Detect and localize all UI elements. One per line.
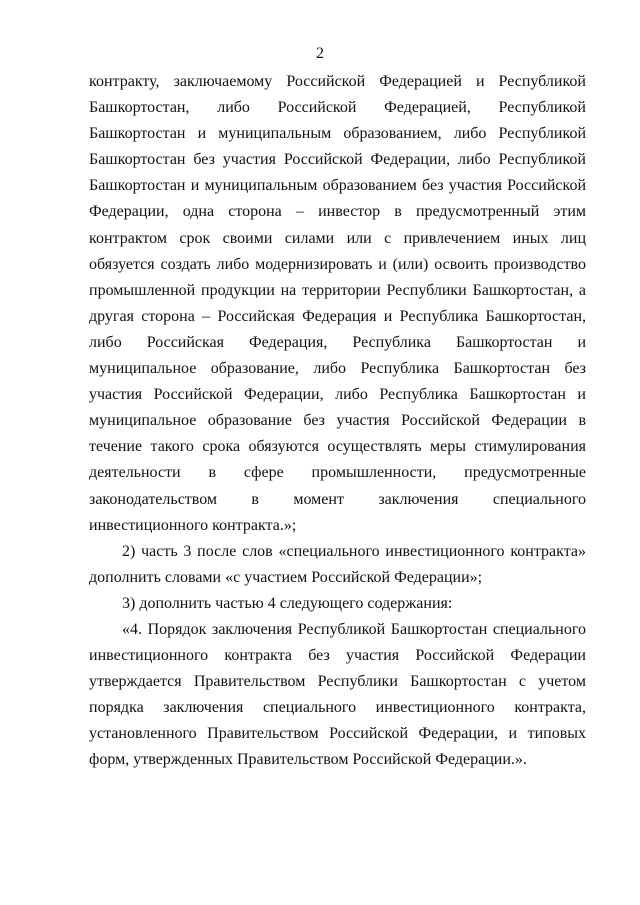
paragraph-amendment-part-4-intro: 3) дополнить частью 4 следующего содержания: [122, 594, 453, 612]
paragraph-part-4-text: «4. Порядок заключения Республикой Башкортостан специального инвестиционного контракта без участия Российской Федерации утверждается Правительством Республики Башкортостан с учетом порядка заключения специального инвестиционного контракта, установленного Правительством Российской Федерации, и типовых форм, утвержденных Правительством Российской Федерации.». [89, 620, 586, 769]
document-body [89, 69, 586, 774]
paragraph-amendment-part-3: 2) часть 3 после слов «специального инвестиционного контракта» дополнить словами «с участием Российской Федерации»; [89, 542, 586, 586]
page-number: 2 [316, 45, 324, 62]
paragraph-contract-definition: контракту, заключаемому Российской Федерацией и Республикой Башкортостан, либо Российской Федерацией, Республикой Башкортостан и муниципальным образованием, либо Республикой Башкортостан без участия Российской Федерации, либо Республикой Башкортостан и муниципальным образованием без участия Российской Федерации, одна сторона – инвестор в предусмотренный этим контрактом срок своими силами или с привлечением иных лиц обязуется создать либо модернизировать и (или) освоить производство промышленной продукции на территории Республики Башкортостан, а другая сторона – Российская Федерация и Республика Башкортостан, либо Российская Федерация, Республика Башкортостан и муниципальное образование, либо Республика Башкортостан без участия Российской Федерации, либо Республика Башкортостан и муниципальное образование без участия Российской Федерации в течение такого срока обязуются осуществлять меры стимулирования деятельности в сфере промышленности, предусмотренные законодательством в момент заключения специального инвестиционного контракта.»; [89, 73, 586, 534]
